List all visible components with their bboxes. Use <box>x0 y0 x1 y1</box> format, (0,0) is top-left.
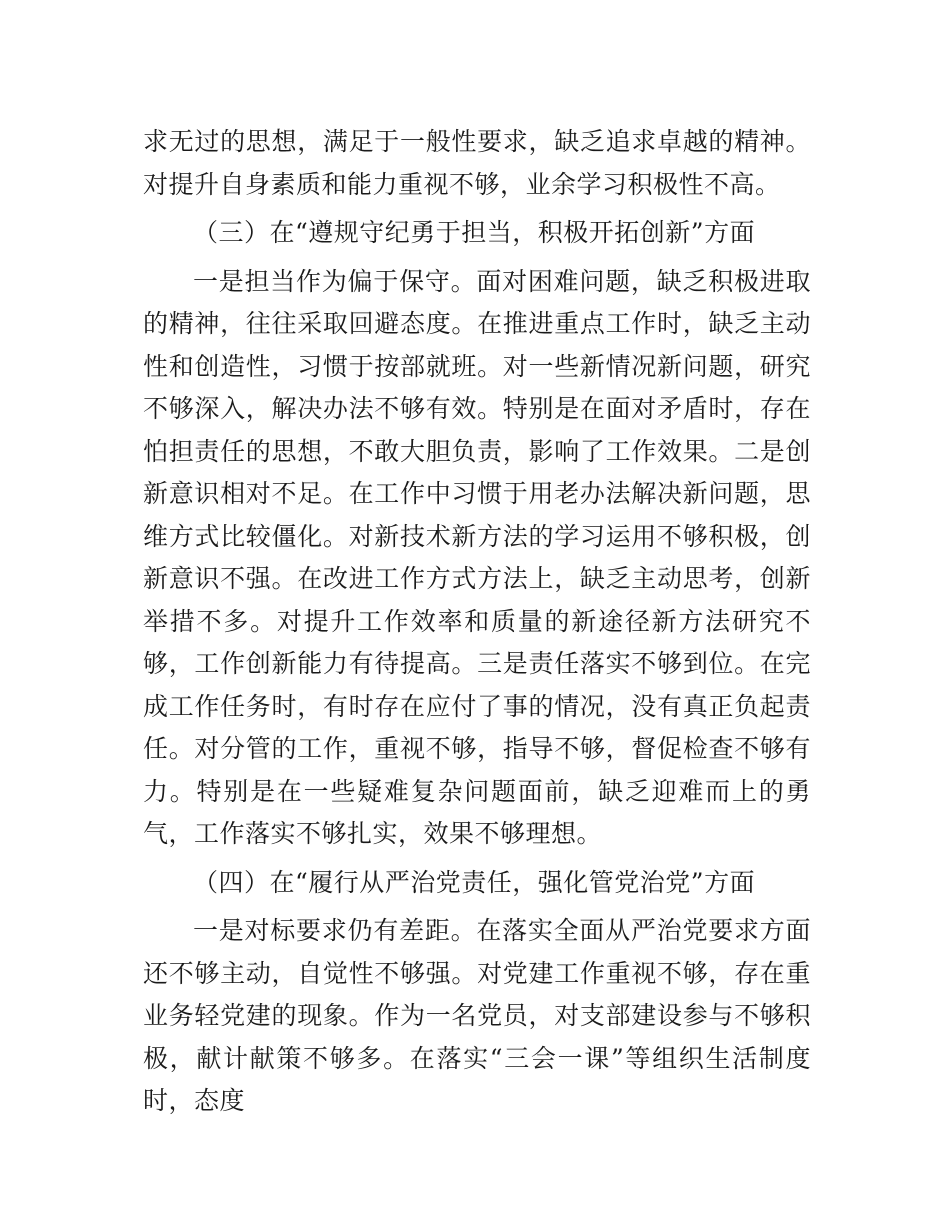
document-body <box>143 121 811 1123</box>
paragraph-section-three-body: 一是担当作为偏于保守。面对困难问题，缺乏积极进取的精神，往往采取回避态度。在推进重点工作时，缺乏主动性和创造性，习惯于按部就班。对一些新情况新问题，研究不够深入，解决办法不够有效。特别是在面对矛盾时，存在怕担责任的思想，不敢大胆负责，影响了工作效果。二是创新意识相对不足。在工作中习惯于用老办法解决新问题，思维方式比较僵化。对新技术新方法的学习运用不够积极，创新意识不强。在改进工作方式方法上，缺乏主动思考，创新举措不多。对提升工作效率和质量的新途径新方法研究不够，工作创新能力有待提高。三是责任落实不够到位。在完成工作任务时，有时存在应付了事的情况，没有真正负起责任。对分管的工作，重视不够，指导不够，督促检查不够有力。特别是在一些疑难复杂问题面前，缺乏迎难而上的勇气，工作落实不够扎实，效果不够理想。 <box>143 266 811 848</box>
section-heading-four: （四）在“履行从严治党责任，强化管党治党”方面 <box>193 867 756 897</box>
paragraph-continuation: 求无过的思想，满足于一般性要求，缺乏追求卓越的精神。对提升自身素质和能力重视不够，业余学习积极性不高。 <box>143 127 811 199</box>
paragraph-section-four-body: 一是对标要求仍有差距。在落实全面从严治党要求方面还不够主动，自觉性不够强。对党建工作重视不够，存在重业务轻党建的现象。作为一名党员，对支部建设参与不够积极，献计献策不够多。在落实“三会一课”等组织生活制度时，态度 <box>143 916 811 1115</box>
section-heading-three: （三）在“遵规守纪勇于担当，积极开拓创新”方面 <box>193 218 756 247</box>
